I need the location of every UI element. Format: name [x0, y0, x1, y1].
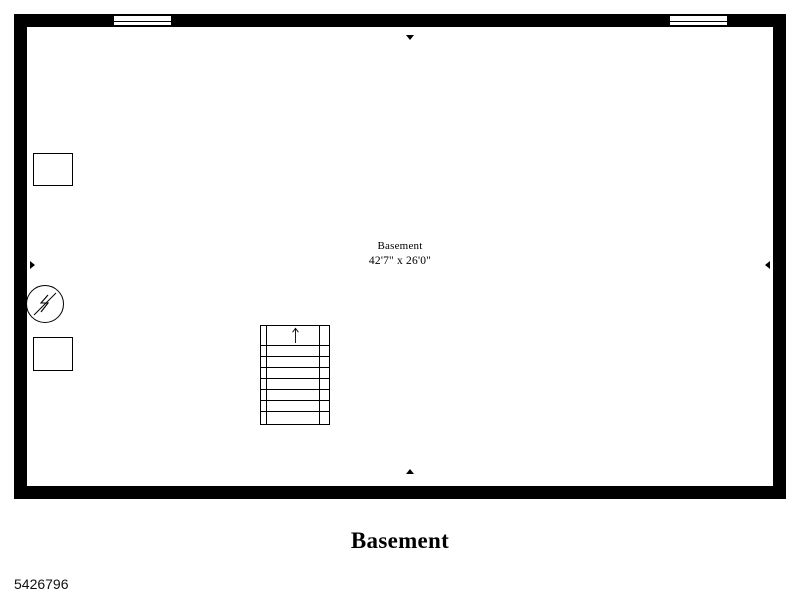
utility-box-lower — [33, 337, 73, 371]
staircase-rail-left — [266, 325, 267, 425]
staircase-rail-right — [319, 325, 320, 425]
lightning-bolt-icon — [27, 286, 63, 322]
page-title: Basement — [350, 528, 450, 553]
dimension-tick-bottom — [406, 469, 414, 474]
reference-number: 5426796 — [14, 576, 69, 592]
stair-tread — [260, 345, 330, 346]
arrow-up-icon — [291, 327, 300, 343]
stair-tread — [260, 411, 330, 412]
stair-tread — [260, 400, 330, 401]
room-name: Basement — [377, 240, 423, 252]
floor-plan-drawing — [14, 14, 786, 499]
stair-tread — [260, 356, 330, 357]
window-icon-top-right — [670, 15, 727, 26]
room-label-basement — [14, 239, 786, 269]
stair-tread — [260, 378, 330, 379]
dimension-tick-top — [406, 35, 414, 40]
stair-tread — [260, 389, 330, 390]
electrical-panel-marker — [26, 285, 64, 323]
exterior-wall-bottom — [14, 486, 786, 499]
room-dimensions: 42'7" x 26'0" — [368, 254, 432, 267]
stair-tread — [260, 367, 330, 368]
utility-box-upper — [33, 153, 73, 186]
staircase — [260, 325, 330, 425]
window-icon-top-left — [114, 15, 171, 26]
